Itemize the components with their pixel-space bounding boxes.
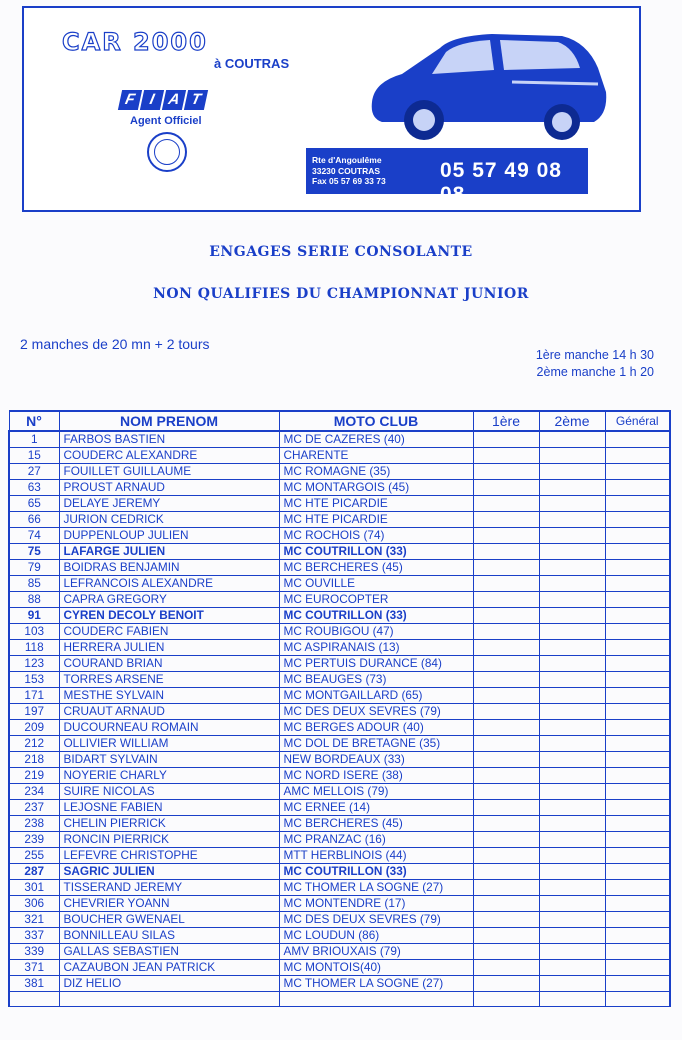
rider-name: CAPRA GREGORY <box>59 592 279 608</box>
rider-number: 171 <box>9 688 59 704</box>
table-row <box>9 816 670 832</box>
rider-number: 209 <box>9 720 59 736</box>
result-manche-1 <box>473 592 539 608</box>
table-row <box>9 736 670 752</box>
moto-club: CHARENTE <box>279 448 473 464</box>
table-row <box>9 560 670 576</box>
table-row <box>9 880 670 896</box>
table-row <box>9 800 670 816</box>
table-row <box>9 896 670 912</box>
result-manche-2 <box>539 928 605 944</box>
result-manche-1 <box>473 704 539 720</box>
result-general <box>605 896 670 912</box>
rider-name: TORRES ARSENE <box>59 672 279 688</box>
table-row <box>9 592 670 608</box>
result-manche-1 <box>473 736 539 752</box>
result-manche-1 <box>473 960 539 976</box>
result-manche-2 <box>539 720 605 736</box>
result-manche-1 <box>473 528 539 544</box>
result-manche-1 <box>473 896 539 912</box>
result-general <box>605 448 670 464</box>
rider-name: BIDART SYLVAIN <box>59 752 279 768</box>
result-manche-2 <box>539 768 605 784</box>
result-manche-2 <box>539 832 605 848</box>
result-manche-2 <box>539 431 605 448</box>
table-row <box>9 832 670 848</box>
rider-name: CHELIN PIERRICK <box>59 816 279 832</box>
result-general <box>605 431 670 448</box>
rider-name: BONNILLEAU SILAS <box>59 928 279 944</box>
table-row <box>9 976 670 992</box>
result-manche-1 <box>473 624 539 640</box>
rider-number: 15 <box>9 448 59 464</box>
table-row <box>9 912 670 928</box>
moto-club: MC BERGES ADOUR (40) <box>279 720 473 736</box>
table-row <box>9 944 670 960</box>
result-general <box>605 560 670 576</box>
result-manche-1 <box>473 912 539 928</box>
rider-name: BOUCHER GWENAEL <box>59 912 279 928</box>
rider-number: 88 <box>9 592 59 608</box>
rider-number: 301 <box>9 880 59 896</box>
moto-club: MC NORD ISERE (38) <box>279 768 473 784</box>
result-general <box>605 864 670 880</box>
table-row <box>9 640 670 656</box>
moto-club: MC ROMAGNE (35) <box>279 464 473 480</box>
moto-club: MC PRANZAC (16) <box>279 832 473 848</box>
table-row <box>9 624 670 640</box>
result-general <box>605 592 670 608</box>
rider-name: DUCOURNEAU ROMAIN <box>59 720 279 736</box>
result-manche-2 <box>539 448 605 464</box>
result-manche-1 <box>473 784 539 800</box>
table-row <box>9 688 670 704</box>
result-manche-1 <box>473 544 539 560</box>
rider-number: 337 <box>9 928 59 944</box>
result-manche-1 <box>473 608 539 624</box>
result-manche-2 <box>539 688 605 704</box>
rider-name <box>59 992 279 1007</box>
rider-number: 85 <box>9 576 59 592</box>
moto-club: MC ERNEE (14) <box>279 800 473 816</box>
rider-number: 27 <box>9 464 59 480</box>
result-general <box>605 608 670 624</box>
rider-name: COURAND BRIAN <box>59 656 279 672</box>
brand-subtitle: à COUTRAS <box>214 56 290 71</box>
race-format: 2 manches de 20 mn + 2 tours <box>20 336 210 352</box>
address-line: 33230 COUTRAS <box>312 165 381 176</box>
result-manche-2 <box>539 496 605 512</box>
agent-label: Agent Officiel <box>130 115 202 127</box>
result-general <box>605 704 670 720</box>
rider-number: 79 <box>9 560 59 576</box>
header-manche-1: 1ère <box>473 411 539 431</box>
result-general <box>605 960 670 976</box>
rider-number: 238 <box>9 816 59 832</box>
result-general <box>605 688 670 704</box>
header-club: MOTO CLUB <box>279 411 473 431</box>
rider-number <box>9 992 59 1007</box>
result-manche-1 <box>473 431 539 448</box>
table-row <box>9 576 670 592</box>
address-block <box>312 155 386 187</box>
rider-number: 123 <box>9 656 59 672</box>
result-general <box>605 624 670 640</box>
schedule-manche-1: 1ère manche 14 h 30 <box>535 348 654 362</box>
table-row <box>9 960 670 976</box>
brand-name: CAR 2000 <box>62 28 208 56</box>
rider-name: JURION CEDRICK <box>59 512 279 528</box>
rider-name: CRUAUT ARNAUD <box>59 704 279 720</box>
result-manche-2 <box>539 848 605 864</box>
fiat-logo <box>120 90 206 110</box>
result-manche-1 <box>473 928 539 944</box>
rider-name: DELAYE JEREMY <box>59 496 279 512</box>
result-general <box>605 528 670 544</box>
schedule-manche-2: 2ème manche 1 h 20 <box>536 365 654 379</box>
table-row <box>9 496 670 512</box>
rider-number: 381 <box>9 976 59 992</box>
rider-number: 321 <box>9 912 59 928</box>
table-row <box>9 431 670 448</box>
table-row <box>9 768 670 784</box>
result-manche-2 <box>539 736 605 752</box>
moto-club: NEW BORDEAUX (33) <box>279 752 473 768</box>
result-general <box>605 640 670 656</box>
rider-number: 234 <box>9 784 59 800</box>
result-manche-2 <box>539 528 605 544</box>
header-general: Général <box>605 411 670 431</box>
rider-number: 75 <box>9 544 59 560</box>
moto-club: AMV BRIOUXAIS (79) <box>279 944 473 960</box>
result-manche-2 <box>539 704 605 720</box>
table-row <box>9 848 670 864</box>
moto-club: MC MONTENDRE (17) <box>279 896 473 912</box>
table-body <box>9 431 670 1007</box>
rider-name: CAZAUBON JEAN PATRICK <box>59 960 279 976</box>
result-manche-2 <box>539 992 605 1007</box>
result-manche-1 <box>473 560 539 576</box>
result-general <box>605 496 670 512</box>
result-manche-2 <box>539 912 605 928</box>
result-manche-2 <box>539 672 605 688</box>
result-general <box>605 544 670 560</box>
result-manche-2 <box>539 752 605 768</box>
result-manche-2 <box>539 480 605 496</box>
result-manche-2 <box>539 464 605 480</box>
result-general <box>605 816 670 832</box>
result-manche-1 <box>473 496 539 512</box>
result-manche-2 <box>539 976 605 992</box>
result-general <box>605 464 670 480</box>
rider-number: 1 <box>9 431 59 448</box>
header-number: N° <box>9 411 59 431</box>
result-manche-2 <box>539 800 605 816</box>
result-manche-2 <box>539 608 605 624</box>
rider-name: PROUST ARNAUD <box>59 480 279 496</box>
result-manche-1 <box>473 688 539 704</box>
result-manche-1 <box>473 880 539 896</box>
result-manche-1 <box>473 944 539 960</box>
rider-name: FOUILLET GUILLAUME <box>59 464 279 480</box>
rider-name: CYREN DECOLY BENOIT <box>59 608 279 624</box>
moto-club: MC BERCHERES (45) <box>279 560 473 576</box>
moto-club: MC ROCHOIS (74) <box>279 528 473 544</box>
result-manche-1 <box>473 800 539 816</box>
header-name: NOM PRENOM <box>59 411 279 431</box>
result-general <box>605 752 670 768</box>
rider-number: 65 <box>9 496 59 512</box>
result-manche-2 <box>539 896 605 912</box>
rider-number: 197 <box>9 704 59 720</box>
moto-club: MC THOMER LA SOGNE (27) <box>279 976 473 992</box>
result-manche-2 <box>539 592 605 608</box>
result-manche-2 <box>539 944 605 960</box>
entries-table <box>8 410 671 1007</box>
phone-number: 05 57 49 08 08 <box>440 159 562 206</box>
rider-name: LAFARGE JULIEN <box>59 544 279 560</box>
rider-number: 103 <box>9 624 59 640</box>
rider-name: GALLAS SEBASTIEN <box>59 944 279 960</box>
moto-club: MC MONTOIS(40) <box>279 960 473 976</box>
result-manche-1 <box>473 464 539 480</box>
result-manche-2 <box>539 640 605 656</box>
document-title: ENGAGES SERIE CONSOLANTE <box>209 244 473 260</box>
rider-name: COUDERC ALEXANDRE <box>59 448 279 464</box>
rider-name: COUDERC FABIEN <box>59 624 279 640</box>
moto-club: MC HTE PICARDIE <box>279 496 473 512</box>
lancia-logo-icon <box>147 132 187 172</box>
result-general <box>605 976 670 992</box>
address-line: Rte d'Angoulême <box>312 155 382 165</box>
result-manche-2 <box>539 656 605 672</box>
result-manche-2 <box>539 576 605 592</box>
moto-club: MC MONTGAILLARD (65) <box>279 688 473 704</box>
result-manche-1 <box>473 656 539 672</box>
result-general <box>605 848 670 864</box>
rider-number: 237 <box>9 800 59 816</box>
result-manche-1 <box>473 768 539 784</box>
moto-club: MC DOL DE BRETAGNE (35) <box>279 736 473 752</box>
moto-club: MC THOMER LA SOGNE (27) <box>279 880 473 896</box>
rider-name: SUIRE NICOLAS <box>59 784 279 800</box>
table-row <box>9 704 670 720</box>
rider-name: OLLIVIER WILLIAM <box>59 736 279 752</box>
result-manche-1 <box>473 720 539 736</box>
table-row <box>9 608 670 624</box>
table-row <box>9 448 670 464</box>
moto-club: MC OUVILLE <box>279 576 473 592</box>
result-manche-1 <box>473 864 539 880</box>
rider-number: 118 <box>9 640 59 656</box>
result-manche-2 <box>539 624 605 640</box>
rider-name: NOYERIE CHARLY <box>59 768 279 784</box>
result-manche-1 <box>473 992 539 1007</box>
result-manche-1 <box>473 672 539 688</box>
result-general <box>605 576 670 592</box>
rider-number: 212 <box>9 736 59 752</box>
rider-number: 219 <box>9 768 59 784</box>
table-row <box>9 480 670 496</box>
moto-club: MTT HERBLINOIS (44) <box>279 848 473 864</box>
rider-name: RONCIN PIERRICK <box>59 832 279 848</box>
result-general <box>605 800 670 816</box>
result-manche-1 <box>473 640 539 656</box>
rider-name: CHEVRIER YOANN <box>59 896 279 912</box>
car-illustration-icon <box>362 22 612 142</box>
rider-number: 91 <box>9 608 59 624</box>
moto-club: MC COUTRILLON (33) <box>279 864 473 880</box>
table-row <box>9 544 670 560</box>
document-subtitle: NON QUALIFIES DU CHAMPIONNAT JUNIOR <box>153 286 529 302</box>
table-row <box>9 752 670 768</box>
table-row <box>9 672 670 688</box>
moto-club: MC PERTUIS DURANCE (84) <box>279 656 473 672</box>
result-manche-1 <box>473 976 539 992</box>
moto-club: MC BERCHERES (45) <box>279 816 473 832</box>
rider-name: BOIDRAS BENJAMIN <box>59 560 279 576</box>
header-manche-2: 2ème <box>539 411 605 431</box>
result-manche-1 <box>473 512 539 528</box>
result-manche-1 <box>473 816 539 832</box>
result-manche-1 <box>473 576 539 592</box>
fax-line: Fax 05 57 69 33 73 <box>312 176 386 186</box>
fiat-letter: F <box>118 90 142 110</box>
table-row <box>9 464 670 480</box>
table-row <box>9 528 670 544</box>
result-general <box>605 784 670 800</box>
rider-name: DUPPENLOUP JULIEN <box>59 528 279 544</box>
result-general <box>605 928 670 944</box>
dealer-advertisement <box>22 6 641 212</box>
result-general <box>605 992 670 1007</box>
rider-name: HERRERA JULIEN <box>59 640 279 656</box>
moto-club: MC COUTRILLON (33) <box>279 608 473 624</box>
result-manche-2 <box>539 784 605 800</box>
result-general <box>605 880 670 896</box>
result-general <box>605 768 670 784</box>
moto-club: MC COUTRILLON (33) <box>279 544 473 560</box>
table-row <box>9 512 670 528</box>
moto-club: AMC MELLOIS (79) <box>279 784 473 800</box>
moto-club: MC DES DEUX SEVRES (79) <box>279 912 473 928</box>
rider-number: 218 <box>9 752 59 768</box>
rider-name: LEJOSNE FABIEN <box>59 800 279 816</box>
result-manche-2 <box>539 544 605 560</box>
moto-club: MC BEAUGES (73) <box>279 672 473 688</box>
rider-name: MESTHE SYLVAIN <box>59 688 279 704</box>
result-manche-2 <box>539 512 605 528</box>
moto-club: MC DES DEUX SEVRES (79) <box>279 704 473 720</box>
rider-number: 63 <box>9 480 59 496</box>
moto-club: MC ROUBIGOU (47) <box>279 624 473 640</box>
table-row <box>9 992 670 1007</box>
result-general <box>605 912 670 928</box>
moto-club: MC EUROCOPTER <box>279 592 473 608</box>
moto-club: MC HTE PICARDIE <box>279 512 473 528</box>
result-manche-1 <box>473 848 539 864</box>
moto-club: MC MONTARGOIS (45) <box>279 480 473 496</box>
result-general <box>605 720 670 736</box>
table-row <box>9 864 670 880</box>
rider-number: 287 <box>9 864 59 880</box>
moto-club <box>279 992 473 1007</box>
moto-club: MC LOUDUN (86) <box>279 928 473 944</box>
result-general <box>605 832 670 848</box>
result-general <box>605 736 670 752</box>
result-manche-2 <box>539 816 605 832</box>
result-manche-2 <box>539 960 605 976</box>
result-general <box>605 656 670 672</box>
fiat-letter: I <box>140 90 164 110</box>
result-general <box>605 512 670 528</box>
rider-name: FARBOS BASTIEN <box>59 431 279 448</box>
table-row <box>9 928 670 944</box>
rider-number: 339 <box>9 944 59 960</box>
moto-club: MC DE CAZERES (40) <box>279 431 473 448</box>
table-header-row <box>9 411 670 431</box>
result-manche-1 <box>473 832 539 848</box>
fiat-letter: A <box>162 90 186 110</box>
rider-name: LEFEVRE CHRISTOPHE <box>59 848 279 864</box>
rider-number: 306 <box>9 896 59 912</box>
rider-number: 255 <box>9 848 59 864</box>
result-manche-2 <box>539 880 605 896</box>
rider-name: LEFRANCOIS ALEXANDRE <box>59 576 279 592</box>
result-general <box>605 944 670 960</box>
rider-number: 153 <box>9 672 59 688</box>
rider-number: 66 <box>9 512 59 528</box>
result-manche-1 <box>473 752 539 768</box>
rider-number: 74 <box>9 528 59 544</box>
table-row <box>9 656 670 672</box>
table-row <box>9 720 670 736</box>
result-general <box>605 480 670 496</box>
rider-name: DIZ HELIO <box>59 976 279 992</box>
result-manche-2 <box>539 560 605 576</box>
rider-name: SAGRIC JULIEN <box>59 864 279 880</box>
table-row <box>9 784 670 800</box>
result-manche-1 <box>473 480 539 496</box>
rider-number: 239 <box>9 832 59 848</box>
contact-banner <box>306 148 588 206</box>
rider-name: TISSERAND JEREMY <box>59 880 279 896</box>
result-manche-1 <box>473 448 539 464</box>
rider-number: 371 <box>9 960 59 976</box>
result-general <box>605 672 670 688</box>
fiat-letter: T <box>184 90 208 110</box>
moto-club: MC ASPIRANAIS (13) <box>279 640 473 656</box>
result-manche-2 <box>539 864 605 880</box>
